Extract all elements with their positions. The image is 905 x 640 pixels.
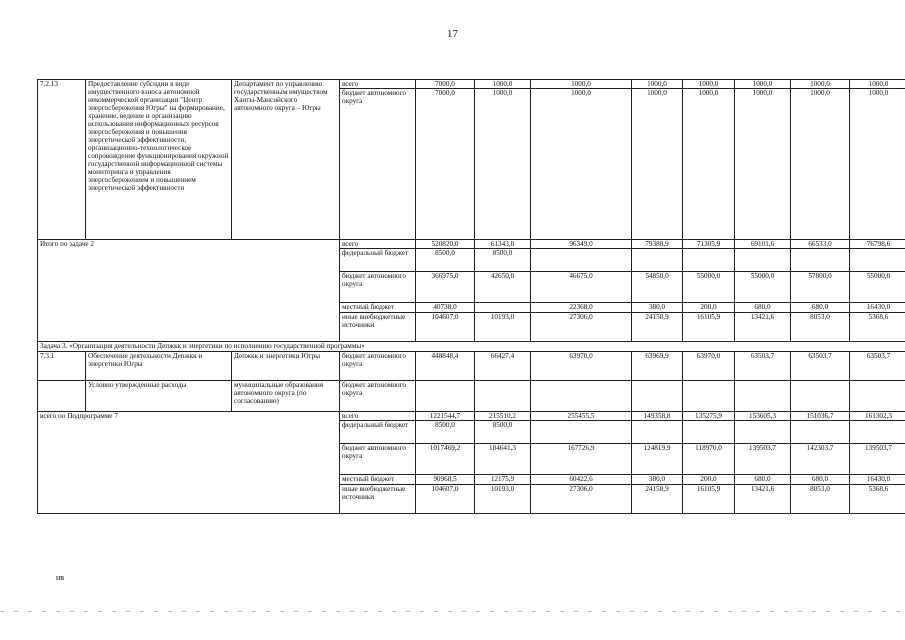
source-label: местный бюджет: [340, 475, 416, 485]
value-cell: 124819,9: [632, 444, 683, 475]
value-cell: 200,0: [683, 303, 735, 313]
value-cell: 1000,0: [632, 80, 683, 89]
value-cell: [791, 249, 850, 272]
scan-artifact-line: [0, 611, 905, 612]
value-cell: 1000,0: [531, 89, 632, 240]
value-cell: 5368,6: [850, 313, 905, 342]
value-cell: [531, 421, 632, 444]
value-cell: 27306,0: [531, 485, 632, 514]
value-cell: 1221544,7: [416, 412, 475, 421]
value-cell: [850, 381, 905, 412]
value-cell: 60422,6: [531, 475, 632, 485]
value-cell: 63970,0: [683, 352, 735, 381]
value-cell: 215510,2: [475, 412, 531, 421]
source-label: федеральный бюджет: [340, 249, 416, 272]
value-cell: 520820,0: [416, 240, 475, 249]
value-cell: 24158,9: [632, 485, 683, 514]
value-cell: 1000,0: [735, 80, 791, 89]
row-name: Обеспечение деятельности Депжкк и энергетики Югры: [86, 352, 232, 381]
row-responsible: муниципальные образования автономного округа (по согласованию): [232, 381, 340, 412]
value-cell: [632, 421, 683, 444]
value-cell: 12175,9: [475, 475, 531, 485]
value-cell: 63503,7: [791, 352, 850, 381]
value-cell: [850, 249, 905, 272]
value-cell: [475, 381, 531, 412]
value-cell: [683, 381, 735, 412]
value-cell: 255455,5: [531, 412, 632, 421]
value-cell: [791, 381, 850, 412]
value-cell: 22368,0: [531, 303, 632, 313]
value-cell: 63969,9: [632, 352, 683, 381]
value-cell: 16105,9: [683, 485, 735, 514]
value-cell: 16430,0: [850, 303, 905, 313]
value-cell: [475, 303, 531, 313]
value-cell: 71305,9: [683, 240, 735, 249]
table-row: [38, 80, 905, 89]
value-cell: [531, 249, 632, 272]
value-cell: 184641,3: [475, 444, 531, 475]
value-cell: [735, 381, 791, 412]
value-cell: [531, 381, 632, 412]
value-cell: 680,0: [735, 475, 791, 485]
table-row: [38, 342, 905, 352]
value-cell: 1000,0: [791, 89, 850, 240]
value-cell: 380,0: [632, 303, 683, 313]
value-cell: 167726,9: [531, 444, 632, 475]
value-cell: 153605,3: [735, 412, 791, 421]
value-cell: 8500,0: [416, 421, 475, 444]
value-cell: 7000,0: [416, 89, 475, 240]
value-cell: 90968,5: [416, 475, 475, 485]
value-cell: 10193,0: [475, 485, 531, 514]
value-cell: 55000,0: [850, 272, 905, 303]
value-cell: 1000,0: [531, 80, 632, 89]
value-cell: [416, 381, 475, 412]
value-cell: 1000,0: [683, 89, 735, 240]
source-label: бюджет автономного округа: [340, 89, 416, 240]
value-cell: 79388,9: [632, 240, 683, 249]
value-cell: 680,0: [735, 303, 791, 313]
value-cell: 161302,3: [850, 412, 905, 421]
value-cell: 135275,9: [683, 412, 735, 421]
source-label: иные внебюджетные источники: [340, 485, 416, 514]
value-cell: 16105,9: [683, 313, 735, 342]
value-cell: 76798,6: [850, 240, 905, 249]
value-cell: 8500,0: [475, 421, 531, 444]
source-label: бюджет автономного округа: [340, 444, 416, 475]
value-cell: 55000,0: [735, 272, 791, 303]
value-cell: 1000,0: [475, 89, 531, 240]
value-cell: 10193,0: [475, 313, 531, 342]
value-cell: 24158,9: [632, 313, 683, 342]
value-cell: [632, 381, 683, 412]
row-name: Условно утвержденные расходы: [86, 381, 232, 412]
task2-total-label: Итого по задаче 2: [38, 240, 340, 342]
value-cell: [683, 249, 735, 272]
value-cell: 8053,0: [791, 313, 850, 342]
value-cell: 680,0: [791, 475, 850, 485]
row-code: 7.3.1: [38, 352, 86, 381]
value-cell: 200,0: [683, 475, 735, 485]
row-responsible: Департамент по управлению государственным имуществом Ханты-Мансийского автономного округа – Югры: [232, 80, 340, 240]
source-label: бюджет автономного округа: [340, 381, 416, 412]
table-row: [38, 240, 905, 249]
source-label: федеральный бюджет: [340, 421, 416, 444]
source-label: иные внебюджетные источники: [340, 313, 416, 342]
budget-table: [37, 79, 905, 514]
value-cell: 40738,0: [416, 303, 475, 313]
value-cell: 66427,4: [475, 352, 531, 381]
value-cell: 54850,0: [632, 272, 683, 303]
table-row: [38, 381, 905, 412]
source-label: всего: [340, 80, 416, 89]
value-cell: 8500,0: [416, 249, 475, 272]
value-cell: 366975,0: [416, 272, 475, 303]
row-responsible: Депжкк и энергетики Югры: [232, 352, 340, 381]
task3-heading: Задача 3. «Организация деятельности Депжкк и энергетики по исполнению государственной программы»: [38, 342, 905, 352]
value-cell: 13421,6: [735, 313, 791, 342]
value-cell: 1000,0: [735, 89, 791, 240]
value-cell: 149358,8: [632, 412, 683, 421]
value-cell: 151036,7: [791, 412, 850, 421]
value-cell: 1017469,2: [416, 444, 475, 475]
value-cell: 96349,0: [531, 240, 632, 249]
table-row: [38, 412, 905, 421]
source-label: всего: [340, 412, 416, 421]
value-cell: 104607,0: [416, 313, 475, 342]
value-cell: 1000,0: [850, 80, 905, 89]
value-cell: 55000,0: [683, 272, 735, 303]
value-cell: 680,0: [791, 303, 850, 313]
value-cell: 142303,7: [791, 444, 850, 475]
value-cell: [683, 421, 735, 444]
value-cell: 13421,6: [735, 485, 791, 514]
value-cell: 118970,0: [683, 444, 735, 475]
value-cell: [632, 249, 683, 272]
row-code: [38, 381, 86, 412]
value-cell: [850, 421, 905, 444]
value-cell: 46675,0: [531, 272, 632, 303]
value-cell: 63503,7: [735, 352, 791, 381]
value-cell: 8500,0: [475, 249, 531, 272]
value-cell: 16430,0: [850, 475, 905, 485]
value-cell: 1000,0: [850, 89, 905, 240]
value-cell: 66533,0: [791, 240, 850, 249]
row-code: 7.2.13: [38, 80, 86, 240]
source-label: местный бюджет: [340, 303, 416, 313]
value-cell: 139503,7: [735, 444, 791, 475]
value-cell: 1000,0: [683, 80, 735, 89]
value-cell: [791, 421, 850, 444]
value-cell: 57800,0: [791, 272, 850, 303]
source-label: всего: [340, 240, 416, 249]
value-cell: 380,0: [632, 475, 683, 485]
value-cell: [735, 249, 791, 272]
value-cell: 61343,0: [475, 240, 531, 249]
value-cell: 63970,0: [531, 352, 632, 381]
footer-note: нв: [56, 573, 65, 582]
value-cell: 27306,0: [531, 313, 632, 342]
value-cell: [735, 421, 791, 444]
value-cell: 42650,0: [475, 272, 531, 303]
table-row: [38, 352, 905, 381]
value-cell: 7000,0: [416, 80, 475, 89]
value-cell: 1000,0: [791, 80, 850, 89]
value-cell: 1000,0: [475, 80, 531, 89]
source-label: бюджет автономного округа: [340, 272, 416, 303]
value-cell: 63503,7: [850, 352, 905, 381]
subprogram-total-label: всего по Подпрограмме 7: [38, 412, 340, 514]
value-cell: 139503,7: [850, 444, 905, 475]
value-cell: 448848,4: [416, 352, 475, 381]
value-cell: 1000,0: [632, 89, 683, 240]
page-number: 17: [447, 28, 458, 40]
row-name: Предоставление субсидии в виде имущественного взноса автономной некоммерческой организации "Центр энергосбережения Югры" на формирование, хранение, ведение и организацию использования информационных ресурсов энергосбережения и повышения энергетической эффективности, организационно-технологическое сопровождение функционирования окружной государственной информационной системы мониторинга и управления энергосбережением и повышением энергетической эффективности: [86, 80, 232, 240]
value-cell: 5368,6: [850, 485, 905, 514]
value-cell: 69101,6: [735, 240, 791, 249]
value-cell: 104607,0: [416, 485, 475, 514]
source-label: бюджет автономного округа: [340, 352, 416, 381]
value-cell: 8053,0: [791, 485, 850, 514]
